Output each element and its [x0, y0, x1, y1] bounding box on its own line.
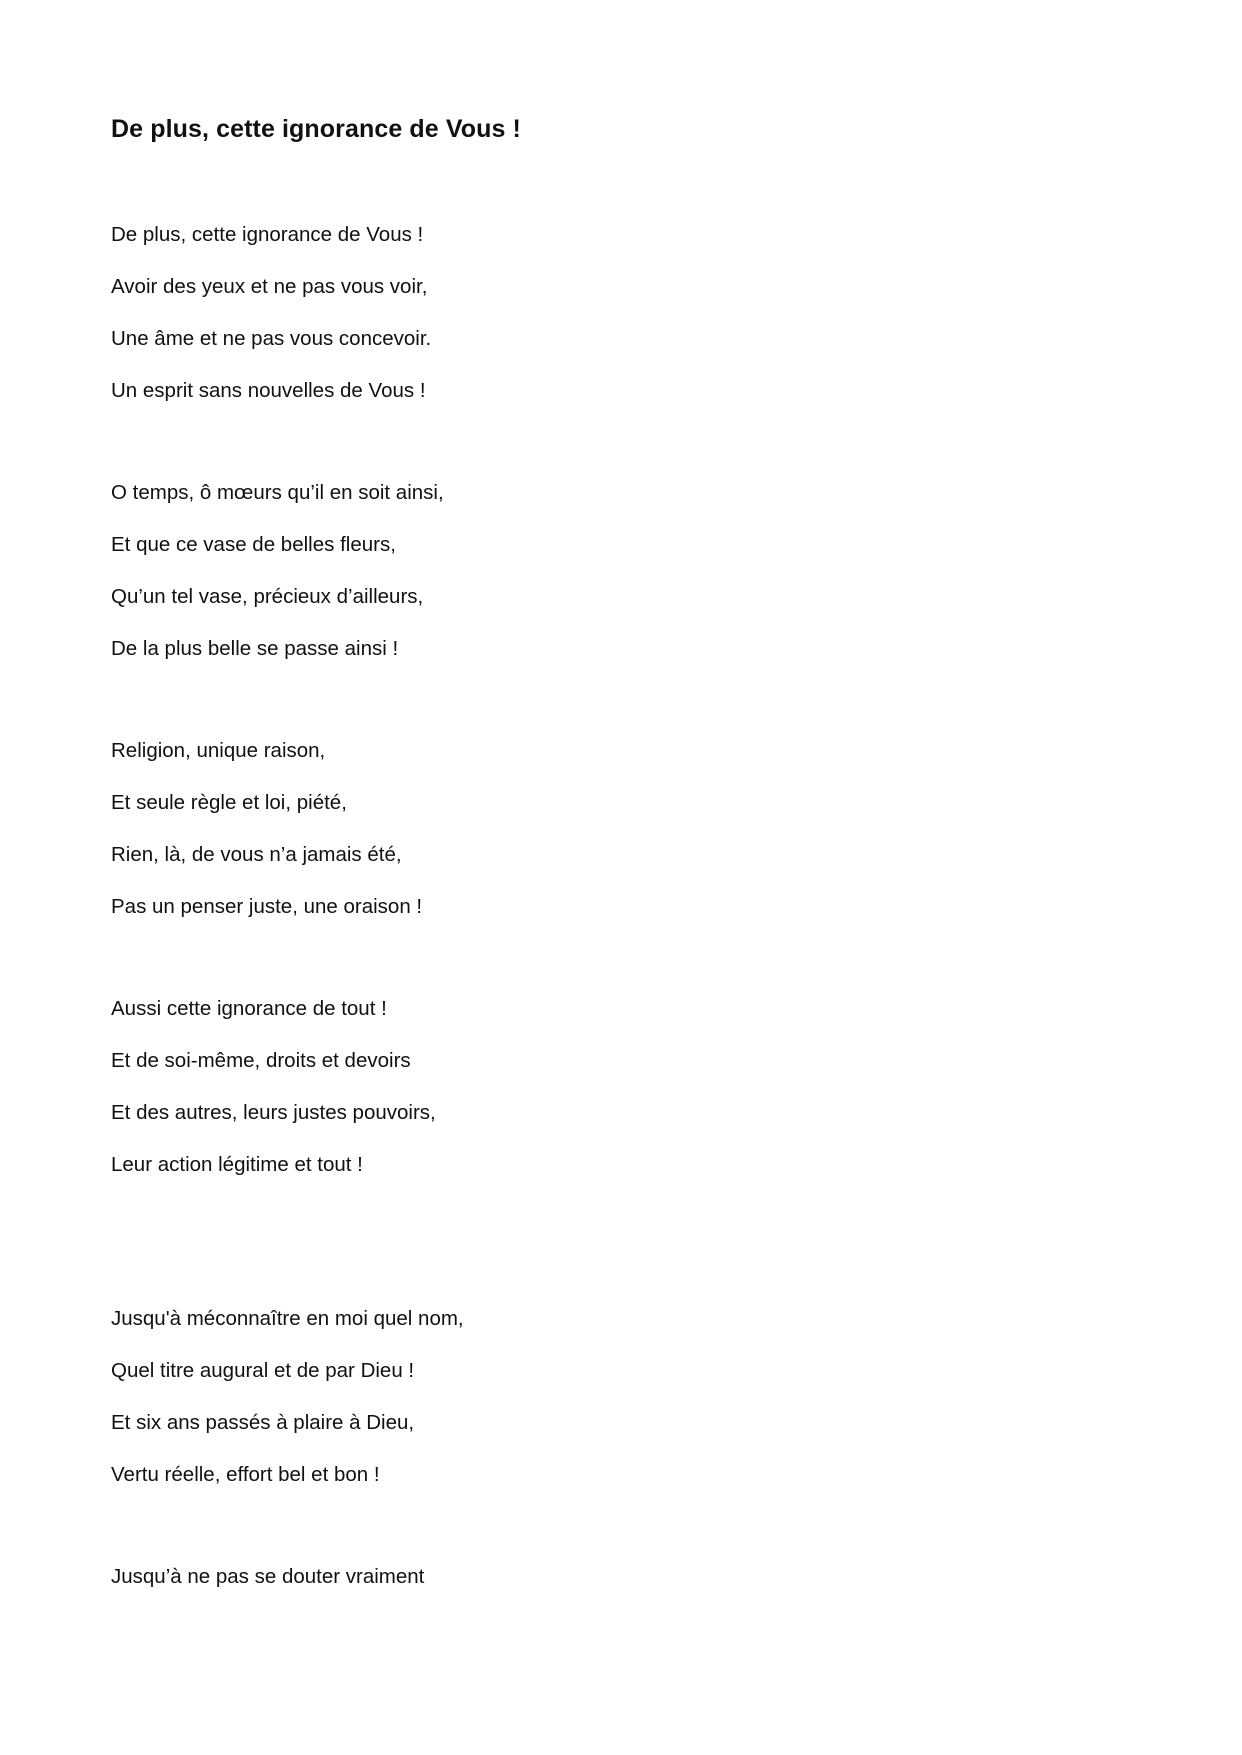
- poem-line: Aussi cette ignorance de tout !: [111, 997, 387, 1020]
- poem-line: Vertu réelle, effort bel et bon !: [111, 1463, 380, 1486]
- stanza-4: [111, 994, 1111, 1202]
- stanza-3: [111, 736, 1111, 944]
- stanza-6: [111, 1562, 1111, 1614]
- poem-line: Une âme et ne pas vous concevoir.: [111, 327, 432, 350]
- poem-line: Jusqu'à méconnaître en moi quel nom,: [111, 1307, 464, 1330]
- poem-line: Et que ce vase de belles fleurs,: [111, 533, 396, 556]
- poem-line: Qu’un tel vase, précieux d’ailleurs,: [111, 585, 424, 608]
- poem-line: Avoir des yeux et ne pas vous voir,: [111, 275, 428, 298]
- stanza-2: [111, 478, 1111, 686]
- poem-line: Leur action légitime et tout !: [111, 1153, 363, 1176]
- poem-line: Rien, là, de vous n’a jamais été,: [111, 843, 402, 866]
- poem-line: De la plus belle se passe ainsi !: [111, 637, 399, 660]
- poem-line: Et six ans passés à plaire à Dieu,: [111, 1411, 415, 1434]
- poem-line: Quel titre augural et de par Dieu !: [111, 1359, 415, 1382]
- stanza-gap: [111, 686, 1111, 736]
- stanza-gap: [111, 1512, 1111, 1562]
- poem-line: De plus, cette ignorance de Vous !: [111, 223, 424, 246]
- poem-body: [111, 220, 1111, 1614]
- stanza-5: [111, 1304, 1111, 1512]
- stanza-gap: [111, 428, 1111, 478]
- poem-line: Jusqu’à ne pas se douter vraiment: [111, 1565, 425, 1588]
- poem-line: Et de soi-même, droits et devoirs: [111, 1049, 411, 1072]
- poem-line: Un esprit sans nouvelles de Vous !: [111, 379, 426, 402]
- stanza-gap: [111, 1202, 1111, 1304]
- poem-line: Et des autres, leurs justes pouvoirs,: [111, 1101, 436, 1124]
- poem-line: Et seule règle et loi, piété,: [111, 791, 347, 814]
- poem-title: De plus, cette ignorance de Vous !: [111, 115, 521, 143]
- stanza-gap: [111, 944, 1111, 994]
- stanza-1: [111, 220, 1111, 428]
- poem-line: Pas un penser juste, une oraison !: [111, 895, 423, 918]
- poem-line: O temps, ô mœurs qu’il en soit ainsi,: [111, 481, 444, 504]
- poem-line: Religion, unique raison,: [111, 739, 326, 762]
